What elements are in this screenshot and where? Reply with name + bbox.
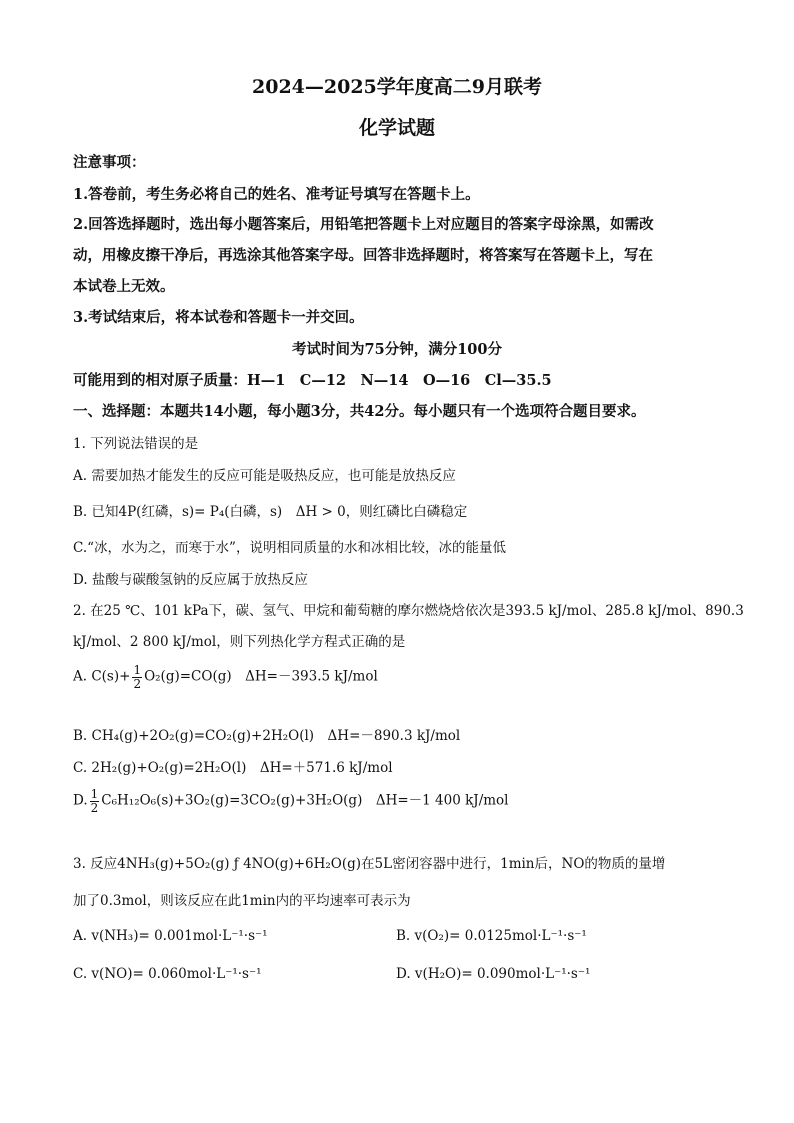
fraction-denominator: 2	[90, 800, 99, 815]
question-3-stem-line-2: 加了0.3mol，则该反应在此1min内的平均速率可表示为	[73, 893, 411, 909]
question-1-option-d: D. 盐酸与碳酸氢钠的反应属于放热反应	[73, 572, 308, 588]
fraction-numerator: 1	[90, 787, 99, 801]
question-2-stem-line-2: kJ/mol、2 800 kJ/mol，则下列热化学方程式正确的是	[73, 634, 406, 650]
question-2-option-a	[73, 664, 378, 690]
question-1-option-c: C.“冰，水为之，而寒于水”，说明相同质量的水和冰相比较，冰的能量低	[73, 540, 506, 556]
note-2-line-1: 2.回答选择题时，选出每小题答案后，用铅笔把答题卡上对应题目的答案字母涂黑，如需改	[73, 216, 654, 233]
question-3-option-d: D. v(H₂O)= 0.090mol·L⁻¹·s⁻¹	[396, 966, 591, 982]
question-3-option-c: C. v(NO)= 0.060mol·L⁻¹·s⁻¹	[73, 966, 262, 982]
question-3-suffix: 在5L密闭容器中进行，1min后，NO的物质的量增	[361, 856, 666, 872]
fraction-half	[132, 664, 142, 690]
fraction-denominator: 2	[133, 676, 142, 691]
question-3-option-a: A. v(NH₃)= 0.001mol·L⁻¹·s⁻¹	[73, 928, 268, 944]
question-3-prefix: 3. 反应	[73, 856, 118, 872]
question-1-stem: 1. 下列说法错误的是	[73, 436, 199, 452]
question-2-option-b: B. CH₄(g)+2O₂(g)=CO₂(g)+2H₂O(l) ΔH=－890.3 kJ/mol	[73, 728, 461, 744]
question-2-option-d	[73, 788, 509, 814]
question-2-stem-line-1: 2. 在25 ℃、101 kPa下，碳、氢气、甲烷和葡萄糖的摩尔燃烧焓依次是393.5 kJ/mol、285.8 kJ/mol、890.3	[73, 603, 744, 619]
option-d-suffix: C₆H₁₂O₆(s)+3O₂(g)=3CO₂(g)+3H₂O(g) ΔH=－1 400 kJ/mol	[101, 792, 509, 809]
note-2-line-2: 动，用橡皮擦干净后，再选涂其他答案字母。回答非选择题时，将答案写在答题卡上，写在	[73, 247, 653, 264]
fraction-half	[90, 788, 100, 814]
section-1-heading: 一、选择题：本题共14小题，每小题3分，共42分。每小题只有一个选项符合题目要求。	[73, 403, 646, 420]
question-3-stem-line-1	[73, 852, 665, 872]
question-1-option-b: B. 已知4P(红磷，s)= P₄(白磷，s) ΔH > 0，则红磷比白磷稳定	[73, 504, 468, 520]
atomic-mass-line: 可能用到的相对原子质量：H—1 C—12 N—14 O—16 Cl—35.5	[73, 372, 552, 389]
note-1: 1.答卷前，考生务必将自己的姓名、准考证号填写在答题卡上。	[73, 186, 480, 203]
exam-time: 考试时间为75分钟，满分100分	[292, 341, 502, 358]
notes-heading: 注意事项：	[73, 154, 146, 171]
option-d-prefix: D.	[73, 792, 88, 809]
question-2-option-c: C. 2H₂(g)+O₂(g)=2H₂O(l) ΔH=＋571.6 kJ/mol	[73, 760, 393, 776]
reaction-equation: 4NH₃(g)+5O₂(g) ƒ 4NO(g)+6H₂O(g)	[117, 856, 362, 872]
exam-subtitle: 化学试题	[358, 117, 435, 139]
note-3: 3.考试结束后，将本试卷和答题卡一并交回。	[73, 309, 364, 326]
note-2-line-3: 本试卷上无效。	[73, 278, 175, 295]
question-1-option-a: A. 需要加热才能发生的反应可能是吸热反应，也可能是放热反应	[73, 468, 456, 484]
option-a-suffix: O₂(g)=CO(g) ΔH=－393.5 kJ/mol	[144, 668, 378, 685]
question-3-option-b: B. v(O₂)= 0.0125mol·L⁻¹·s⁻¹	[396, 928, 587, 944]
option-a-prefix: A. C(s)+	[73, 668, 131, 685]
fraction-numerator: 1	[133, 663, 142, 677]
exam-title: 2024—2025学年度高二9月联考	[252, 76, 542, 98]
